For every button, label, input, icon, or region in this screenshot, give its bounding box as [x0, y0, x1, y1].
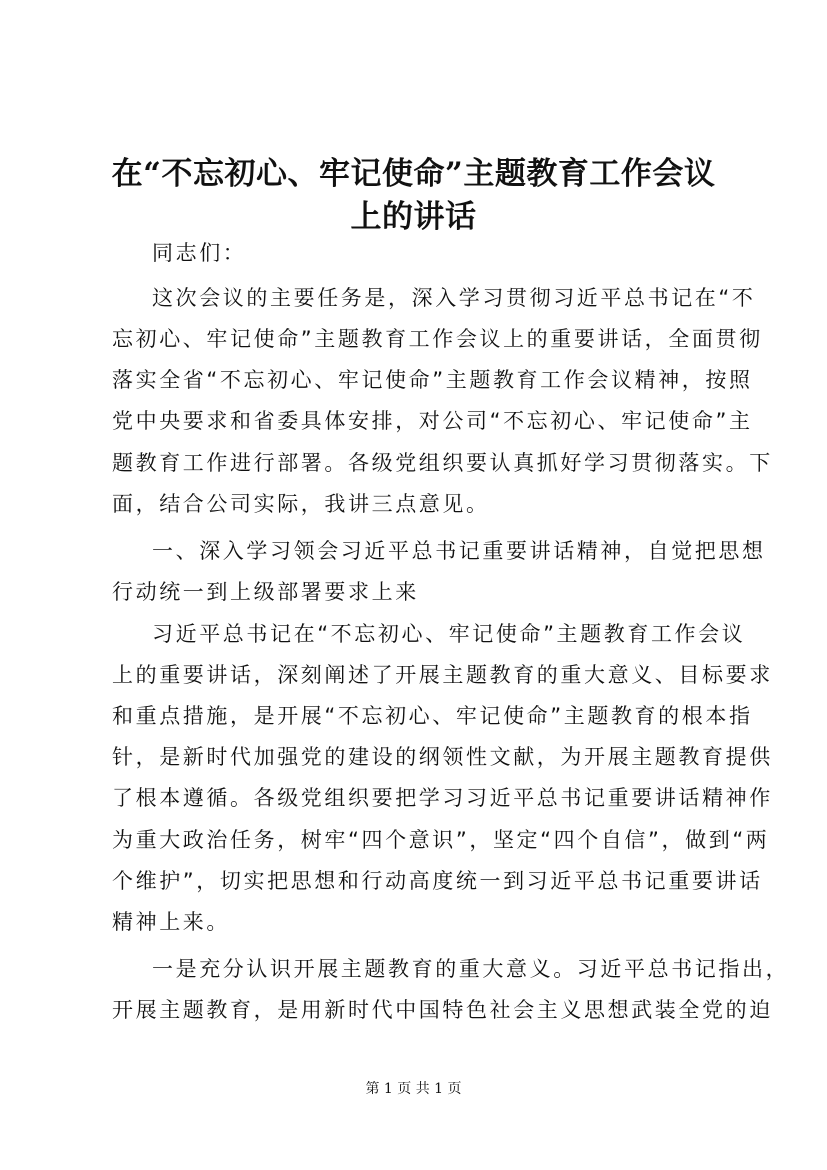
page-footer: 第 1 页 共 1 页	[365, 1081, 462, 1097]
body-line: 这次会议的主要任务是，深入学习贯彻习近平总书记在“不	[152, 286, 756, 310]
body-line: 一是充分认识开展主题教育的重大意义。习近平总书记指出，	[152, 957, 790, 981]
body-line: 题教育工作进行部署。各级党组织要认真抓好学习贯彻落实。下	[112, 451, 773, 475]
salutation: 同志们：	[152, 241, 247, 265]
body-line: 习近平总书记在“不忘初心、牢记使命”主题教育工作会议	[152, 622, 746, 646]
section-heading-line: 一、深入学习领会习近平总书记重要讲话精神，自觉把思想	[152, 539, 766, 563]
body-line: 精神上来。	[112, 910, 230, 934]
body-line: 为重大政治任务，树牢“四个意识”，坚定“四个自信”，做到“两	[112, 828, 770, 852]
body-line: 落实全省“不忘初心、牢记使命”主题教育工作会议精神，按照	[112, 368, 753, 392]
body-line: 党中央要求和省委具体安排，对公司“不忘初心、牢记使命”主	[112, 409, 753, 433]
body-line: 开展主题教育，是用新时代中国特色社会主义思想武装全党的迫	[112, 998, 773, 1022]
body-line: 忘初心、牢记使命”主题教育工作会议上的重要讲话，全面贯彻	[112, 327, 763, 351]
body-line: 和重点措施，是开展“不忘初心、牢记使命”主题教育的根本指	[112, 704, 753, 728]
document-title-line-1: 在“不忘初心、牢记使命”主题教育工作会议	[111, 156, 716, 192]
body-line: 了根本遵循。各级党组织要把学习习近平总书记重要讲话精神作	[112, 786, 773, 810]
document-title-line-2: 上的讲话	[350, 199, 477, 235]
body-line: 个维护”，切实把思想和行动高度统一到习近平总书记重要讲话	[112, 869, 763, 893]
body-line: 面，结合公司实际，我讲三点意见。	[112, 492, 490, 516]
section-heading-line: 行动统一到上级部署要求上来	[112, 580, 419, 604]
body-line: 上的重要讲话，深刻阐述了开展主题教育的重大意义、目标要求	[112, 663, 773, 687]
body-line: 针，是新时代加强党的建设的纲领性文献，为开展主题教育提供	[112, 745, 773, 769]
